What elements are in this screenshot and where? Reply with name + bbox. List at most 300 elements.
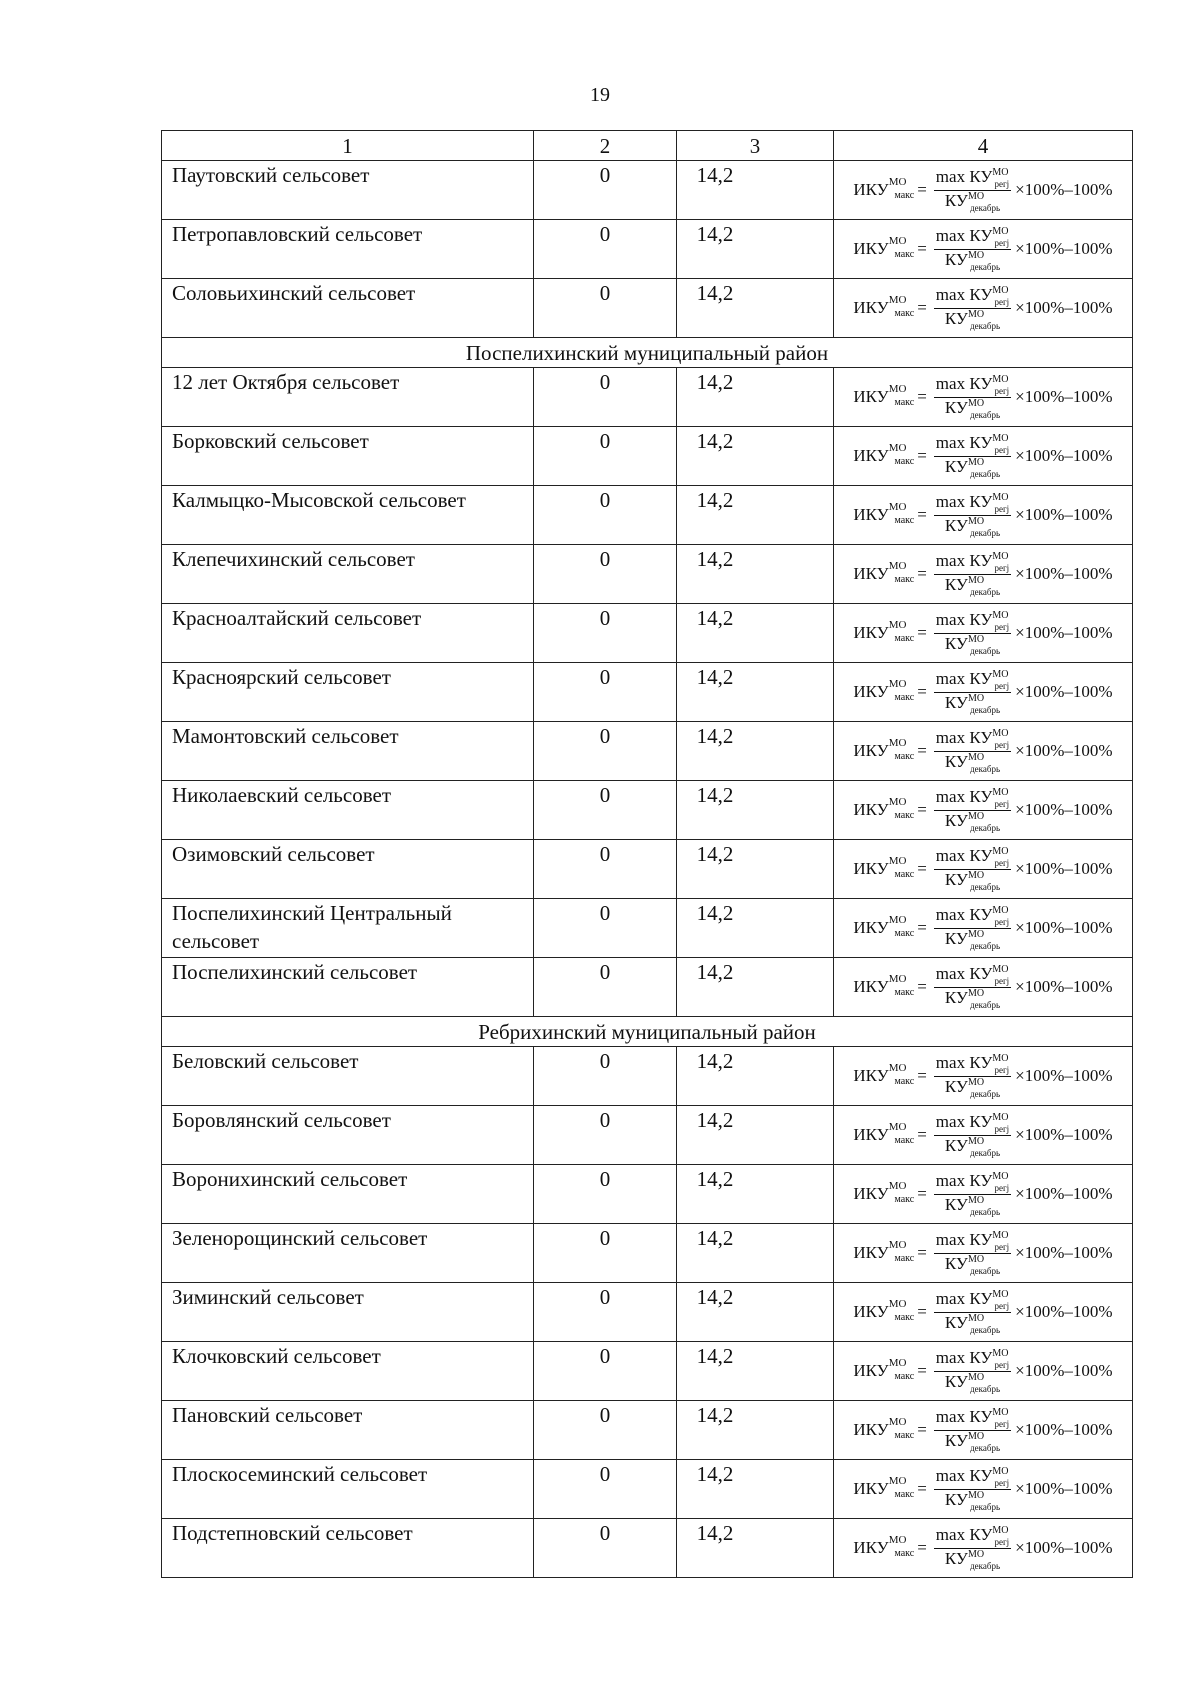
formula-num-sub: регj: [994, 1182, 1010, 1193]
formula-tail: ×100%–100%: [1015, 977, 1113, 996]
row-col2: 0: [534, 545, 677, 604]
row-name: Соловьихинский сельсовет: [162, 279, 534, 338]
formula-fraction: [934, 374, 1011, 421]
row-name: Зиминский сельсовет: [162, 1283, 534, 1342]
row-col2: 0: [534, 899, 677, 958]
row-formula-cell: [834, 1165, 1133, 1224]
formula-lhs: ИКУ: [853, 623, 889, 642]
formula-lhs-sub: макс: [894, 928, 915, 939]
formula-num-prefix: max КУ: [935, 1406, 993, 1426]
formula-num-prefix: max КУ: [935, 1170, 993, 1190]
formula: [834, 1112, 1132, 1159]
row-name: Пановский сельсовет: [162, 1401, 534, 1460]
formula-num-sub: регj: [994, 503, 1010, 514]
formula-num-prefix: max КУ: [935, 845, 993, 865]
formula-eq: =: [917, 1538, 927, 1557]
formula-numerator: [934, 167, 1011, 191]
formula-eq: =: [917, 859, 927, 878]
formula-fraction: [934, 1289, 1011, 1336]
formula-den-sub: декабрь: [970, 645, 1001, 656]
formula-fraction: [934, 226, 1011, 273]
header-row: [162, 131, 1133, 161]
formula-num-sub: регj: [994, 916, 1010, 927]
formula-den-sup: МО: [967, 692, 985, 704]
formula-den-sub: декабрь: [970, 261, 1001, 272]
formula-den: КУ: [944, 1489, 968, 1509]
formula-den: КУ: [944, 928, 968, 948]
row-formula-cell: [834, 899, 1133, 958]
row-col2: 0: [534, 1460, 677, 1519]
row-col2: 0: [534, 722, 677, 781]
formula-den-sub: декабрь: [970, 1206, 1001, 1217]
formula-den-sup: МО: [967, 397, 985, 409]
formula-numerator: [934, 964, 1011, 988]
formula-lhs: ИКУ: [853, 1479, 889, 1498]
formula-num-sup: МО: [992, 1052, 1009, 1064]
formula-lhs-sub: макс: [894, 810, 915, 821]
formula-fraction: [934, 1171, 1011, 1218]
formula-den-sub: декабрь: [970, 1442, 1001, 1453]
formula-eq: =: [917, 1420, 927, 1439]
formula-eq: =: [917, 298, 927, 317]
formula-tail: ×100%–100%: [1015, 1479, 1113, 1498]
formula-num-prefix: max КУ: [935, 1288, 993, 1308]
formula-lhs: ИКУ: [853, 1361, 889, 1380]
formula: [834, 1466, 1132, 1513]
formula-lhs-sup: МО: [888, 1180, 907, 1192]
formula-denominator: [945, 457, 1000, 480]
formula-lhs-sub: макс: [894, 1194, 915, 1205]
formula-lhs-sup: МО: [888, 383, 907, 395]
formula-num-sub: регj: [994, 178, 1010, 189]
formula-den: КУ: [944, 692, 968, 712]
formula-num-sup: МО: [992, 1347, 1009, 1359]
formula-den-sub: декабрь: [970, 409, 1001, 420]
formula-den-sup: МО: [967, 987, 985, 999]
formula-eq: =: [917, 977, 927, 996]
formula-tail: ×100%–100%: [1015, 298, 1113, 317]
formula-lhs-sup: МО: [888, 973, 907, 985]
formula-fraction: [934, 167, 1011, 214]
table-row: [162, 486, 1133, 545]
formula-lhs-sub: макс: [894, 249, 915, 260]
formula-den-sub: декабрь: [970, 1383, 1001, 1394]
row-col2: 0: [534, 161, 677, 220]
row-formula-cell: [834, 427, 1133, 486]
formula-den: КУ: [944, 1194, 968, 1214]
formula-lhs-sup: МО: [888, 1416, 907, 1428]
row-col2: 0: [534, 1047, 677, 1106]
formula-lhs: ИКУ: [853, 446, 889, 465]
formula-tail: ×100%–100%: [1015, 387, 1113, 406]
formula: [834, 964, 1132, 1011]
row-col2: 0: [534, 279, 677, 338]
formula-lhs-sup: МО: [888, 1298, 907, 1310]
formula-den-sup: МО: [967, 456, 985, 468]
formula-num-sup: МО: [992, 373, 1009, 385]
section-title: Поспелихинский муниципальный район: [162, 338, 1133, 368]
formula-denominator: [945, 191, 1000, 214]
formula-den-sub: декабрь: [970, 1265, 1001, 1276]
table-row: [162, 545, 1133, 604]
formula: [834, 610, 1132, 657]
formula-eq: =: [917, 918, 927, 937]
formula-lhs: ИКУ: [853, 298, 889, 317]
row-name: Воронихинский сельсовет: [162, 1165, 534, 1224]
formula-num-sup: МО: [992, 963, 1009, 975]
row-formula-cell: [834, 1224, 1133, 1283]
formula: [834, 905, 1132, 952]
formula-num-prefix: max КУ: [935, 786, 993, 806]
header-cell-2: 2: [534, 131, 677, 161]
formula-eq: =: [917, 1184, 927, 1203]
row-name: Зеленорощинский сельсовет: [162, 1224, 534, 1283]
row-col3: 14,2: [677, 1224, 834, 1283]
row-name: Подстепновский сельсовет: [162, 1519, 534, 1578]
formula-lhs-sup: МО: [888, 737, 907, 749]
formula-eq: =: [917, 387, 927, 406]
row-name: Клочковский сельсовет: [162, 1342, 534, 1401]
row-col3: 14,2: [677, 899, 834, 958]
formula-lhs-sup: МО: [888, 1357, 907, 1369]
formula-den: КУ: [944, 308, 968, 328]
formula-num-prefix: max КУ: [935, 1524, 993, 1544]
row-col3: 14,2: [677, 279, 834, 338]
formula-den: КУ: [944, 987, 968, 1007]
formula-den-sub: декабрь: [970, 940, 1001, 951]
formula-num-prefix: max КУ: [935, 1111, 993, 1131]
formula-num-prefix: max КУ: [935, 225, 993, 245]
row-formula-cell: [834, 545, 1133, 604]
formula-numerator: [934, 787, 1011, 811]
formula-den-sup: МО: [967, 1076, 985, 1088]
formula: [834, 374, 1132, 421]
formula-lhs-sup: МО: [888, 619, 907, 631]
formula-num-sup: МО: [992, 166, 1009, 178]
row-formula-cell: [834, 604, 1133, 663]
row-col2: 0: [534, 663, 677, 722]
row-col3: 14,2: [677, 427, 834, 486]
formula-num-sup: МО: [992, 1465, 1009, 1477]
formula-lhs: ИКУ: [853, 564, 889, 583]
formula-lhs-sub: макс: [894, 633, 915, 644]
formula-den-sup: МО: [967, 515, 985, 527]
row-formula-cell: [834, 840, 1133, 899]
formula-num-sup: МО: [992, 786, 1009, 798]
formula-lhs: ИКУ: [853, 682, 889, 701]
row-formula-cell: [834, 663, 1133, 722]
formula-lhs-sub: макс: [894, 456, 915, 467]
formula-num-sub: регj: [994, 296, 1010, 307]
formula-num-sup: МО: [992, 432, 1009, 444]
formula-num-sup: МО: [992, 845, 1009, 857]
formula-den-sub: декабрь: [970, 202, 1001, 213]
formula-fraction: [934, 669, 1011, 716]
formula-numerator: [934, 610, 1011, 634]
row-col3: 14,2: [677, 604, 834, 663]
formula-num-sub: регj: [994, 562, 1010, 573]
formula-eq: =: [917, 564, 927, 583]
formula-den-sub: декабрь: [970, 1560, 1001, 1571]
formula: [834, 1407, 1132, 1454]
row-col3: 14,2: [677, 1342, 834, 1401]
header-cell-1: 1: [162, 131, 534, 161]
formula-eq: =: [917, 239, 927, 258]
row-col3: 14,2: [677, 220, 834, 279]
row-name: Поспелихинский Центральный сельсовет: [162, 899, 534, 958]
formula-lhs: ИКУ: [853, 1125, 889, 1144]
formula-den: КУ: [944, 810, 968, 830]
formula-lhs: ИКУ: [853, 505, 889, 524]
formula-den-sup: МО: [967, 1194, 985, 1206]
row-name: Красноярский сельсовет: [162, 663, 534, 722]
formula-den: КУ: [944, 1076, 968, 1096]
formula-den-sup: МО: [967, 1371, 985, 1383]
row-col2: 0: [534, 486, 677, 545]
row-col3: 14,2: [677, 368, 834, 427]
formula-denominator: [945, 1136, 1000, 1159]
formula-lhs-sup: МО: [888, 855, 907, 867]
formula-numerator: [934, 226, 1011, 250]
formula-num-sup: МО: [992, 550, 1009, 562]
formula-tail: ×100%–100%: [1015, 180, 1113, 199]
formula-lhs-sup: МО: [888, 501, 907, 513]
formula-numerator: [934, 1407, 1011, 1431]
table-row: [162, 161, 1133, 220]
formula-num-sup: МО: [992, 1170, 1009, 1182]
formula-num-sup: МО: [992, 727, 1009, 739]
formula-lhs-sub: макс: [894, 1548, 915, 1559]
formula-lhs-sup: МО: [888, 1239, 907, 1251]
formula-denominator: [945, 1549, 1000, 1572]
table-row: [162, 781, 1133, 840]
formula-numerator: [934, 1230, 1011, 1254]
table-row: [162, 427, 1133, 486]
row-formula-cell: [834, 1047, 1133, 1106]
formula-den-sub: декабрь: [970, 1147, 1001, 1158]
formula-num-prefix: max КУ: [935, 1052, 993, 1072]
row-col2: 0: [534, 220, 677, 279]
formula-numerator: [934, 1525, 1011, 1549]
row-col3: 14,2: [677, 1401, 834, 1460]
formula-num-sup: МО: [992, 225, 1009, 237]
formula-fraction: [934, 1407, 1011, 1454]
formula-eq: =: [917, 1479, 927, 1498]
table-row: [162, 220, 1133, 279]
formula-den-sup: МО: [967, 1430, 985, 1442]
formula-fraction: [934, 1053, 1011, 1100]
formula: [834, 226, 1132, 273]
formula-lhs: ИКУ: [853, 800, 889, 819]
row-name: Озимовский сельсовет: [162, 840, 534, 899]
formula-eq: =: [917, 1302, 927, 1321]
formula-denominator: [945, 1254, 1000, 1277]
formula-denominator: [945, 1372, 1000, 1395]
formula-num-sub: регj: [994, 444, 1010, 455]
formula-num-sub: регj: [994, 857, 1010, 868]
row-formula-cell: [834, 1342, 1133, 1401]
formula-den: КУ: [944, 574, 968, 594]
formula-eq: =: [917, 800, 927, 819]
formula-denominator: [945, 516, 1000, 539]
formula-num-prefix: max КУ: [935, 963, 993, 983]
formula-numerator: [934, 285, 1011, 309]
formula-denominator: [945, 250, 1000, 273]
formula-den-sup: МО: [967, 1312, 985, 1324]
row-col3: 14,2: [677, 545, 834, 604]
formula: [834, 551, 1132, 598]
formula-lhs: ИКУ: [853, 977, 889, 996]
table-row: [162, 1165, 1133, 1224]
formula: [834, 669, 1132, 716]
formula-den-sub: декабрь: [970, 320, 1001, 331]
formula-lhs-sub: макс: [894, 190, 915, 201]
formula-lhs-sup: МО: [888, 796, 907, 808]
row-col3: 14,2: [677, 722, 834, 781]
formula-den-sup: МО: [967, 810, 985, 822]
formula-den-sub: декабрь: [970, 999, 1001, 1010]
formula-fraction: [934, 433, 1011, 480]
formula-den: КУ: [944, 515, 968, 535]
formula-fraction: [934, 1348, 1011, 1395]
formula-lhs: ИКУ: [853, 180, 889, 199]
formula-denominator: [945, 929, 1000, 952]
formula-num-sub: регj: [994, 680, 1010, 691]
formula-num-prefix: max КУ: [935, 1229, 993, 1249]
row-name: 12 лет Октября сельсовет: [162, 368, 534, 427]
row-formula-cell: [834, 1106, 1133, 1165]
row-formula-cell: [834, 1401, 1133, 1460]
formula-denominator: [945, 575, 1000, 598]
formula-eq: =: [917, 1066, 927, 1085]
formula-numerator: [934, 1112, 1011, 1136]
formula-lhs-sub: макс: [894, 869, 915, 880]
formula-den-sub: декабрь: [970, 881, 1001, 892]
formula-denominator: [945, 1313, 1000, 1336]
formula: [834, 433, 1132, 480]
table-row: [162, 958, 1133, 1017]
table-row: [162, 1106, 1133, 1165]
formula-numerator: [934, 1348, 1011, 1372]
formula-den-sub: декабрь: [970, 763, 1001, 774]
row-col2: 0: [534, 1283, 677, 1342]
formula-numerator: [934, 433, 1011, 457]
formula-den: КУ: [944, 397, 968, 417]
row-name: Мамонтовский сельсовет: [162, 722, 534, 781]
row-col2: 0: [534, 1106, 677, 1165]
formula-den-sub: декабрь: [970, 822, 1001, 833]
row-col3: 14,2: [677, 161, 834, 220]
formula-num-prefix: max КУ: [935, 1465, 993, 1485]
formula-den: КУ: [944, 456, 968, 476]
table-row: [162, 1401, 1133, 1460]
row-col3: 14,2: [677, 958, 834, 1017]
formula: [834, 1348, 1132, 1395]
table-row: [162, 1224, 1133, 1283]
formula-lhs: ИКУ: [853, 1420, 889, 1439]
row-col3: 14,2: [677, 486, 834, 545]
formula-den: КУ: [944, 1548, 968, 1568]
formula-lhs: ИКУ: [853, 1243, 889, 1262]
formula-lhs-sup: МО: [888, 678, 907, 690]
formula-den-sup: МО: [967, 633, 985, 645]
formula-eq: =: [917, 1243, 927, 1262]
formula-lhs-sub: макс: [894, 1312, 915, 1323]
formula-num-sub: регj: [994, 1123, 1010, 1134]
table-row: [162, 1342, 1133, 1401]
formula-num-sup: МО: [992, 1229, 1009, 1241]
row-col3: 14,2: [677, 1106, 834, 1165]
row-col2: 0: [534, 604, 677, 663]
formula-lhs: ИКУ: [853, 1538, 889, 1557]
formula-num-prefix: max КУ: [935, 432, 993, 452]
formula-denominator: [945, 1431, 1000, 1454]
formula-num-sup: МО: [992, 284, 1009, 296]
formula-lhs-sub: макс: [894, 1489, 915, 1500]
formula-tail: ×100%–100%: [1015, 1538, 1113, 1557]
formula-tail: ×100%–100%: [1015, 800, 1113, 819]
row-name: Клепечихинский сельсовет: [162, 545, 534, 604]
row-name: Красноалтайский сельсовет: [162, 604, 534, 663]
formula-eq: =: [917, 505, 927, 524]
formula-den-sub: декабрь: [970, 527, 1001, 538]
formula-denominator: [945, 1490, 1000, 1513]
formula-num-sub: регj: [994, 1359, 1010, 1370]
formula-num-sub: регj: [994, 1064, 1010, 1075]
formula-num-sub: регj: [994, 1418, 1010, 1429]
formula-lhs-sup: МО: [888, 1475, 907, 1487]
formula-lhs-sub: макс: [894, 574, 915, 585]
formula-den-sup: МО: [967, 308, 985, 320]
formula-lhs-sup: МО: [888, 1062, 907, 1074]
formula-num-sub: регj: [994, 739, 1010, 750]
formula-fraction: [934, 285, 1011, 332]
formula-tail: ×100%–100%: [1015, 859, 1113, 878]
formula-lhs: ИКУ: [853, 1066, 889, 1085]
formula-fraction: [934, 905, 1011, 952]
row-col3: 14,2: [677, 1047, 834, 1106]
formula-eq: =: [917, 1125, 927, 1144]
section-title: Ребрихинский муниципальный район: [162, 1017, 1133, 1047]
row-name: Поспелихинский сельсовет: [162, 958, 534, 1017]
formula-num-sup: МО: [992, 668, 1009, 680]
formula-tail: ×100%–100%: [1015, 682, 1113, 701]
formula-num-sub: регj: [994, 385, 1010, 396]
row-name: Борковский сельсовет: [162, 427, 534, 486]
formula-fraction: [934, 1230, 1011, 1277]
formula-lhs-sup: МО: [888, 235, 907, 247]
formula-den: КУ: [944, 751, 968, 771]
row-formula-cell: [834, 958, 1133, 1017]
row-name: Николаевский сельсовет: [162, 781, 534, 840]
formula: [834, 728, 1132, 775]
formula-lhs-sub: макс: [894, 1135, 915, 1146]
formula: [834, 1171, 1132, 1218]
formula-fraction: [934, 1112, 1011, 1159]
formula-num-prefix: max КУ: [935, 904, 993, 924]
formula-lhs-sub: макс: [894, 515, 915, 526]
formula: [834, 1525, 1132, 1572]
table-row: [162, 1047, 1133, 1106]
formula-numerator: [934, 669, 1011, 693]
formula-num-sup: МО: [992, 609, 1009, 621]
formula-den: КУ: [944, 190, 968, 210]
row-formula-cell: [834, 486, 1133, 545]
formula-numerator: [934, 492, 1011, 516]
formula: [834, 1053, 1132, 1100]
table-row: [162, 1519, 1133, 1578]
formula: [834, 787, 1132, 834]
